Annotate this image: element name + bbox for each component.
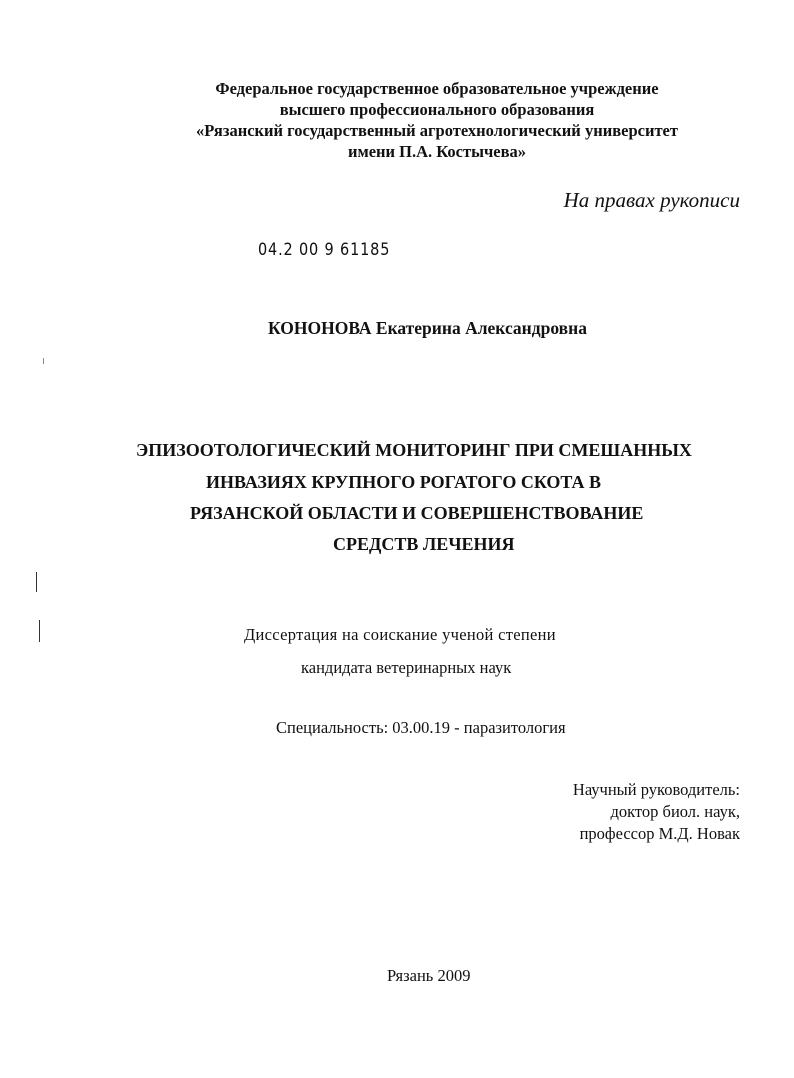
supervisor-line: профессор М.Д. Новак xyxy=(579,824,740,843)
header-line: имени П.А. Костычева» xyxy=(347,142,527,161)
title-line: ЭПИЗООТОЛОГИЧЕСКИЙ МОНИТОРИНГ ПРИ СМЕШАННЫХ xyxy=(136,440,692,460)
title-line: СРЕДСТВ ЛЕЧЕНИЯ xyxy=(333,534,515,554)
author-name: КОНОНОВА Екатерина Александровна xyxy=(268,318,587,338)
manuscript-note: На правах рукописи xyxy=(563,188,740,212)
header-line: высшего профессионального образования xyxy=(279,100,595,119)
supervisor-line: Научный руководитель: xyxy=(572,780,740,799)
degree-line: кандидата ветеринарных наук xyxy=(301,658,512,677)
scan-artifact xyxy=(36,572,37,592)
scan-artifact xyxy=(43,358,44,364)
scan-artifact xyxy=(39,620,40,642)
title-line: РЯЗАНСКОЙ ОБЛАСТИ И СОВЕРШЕНСТВОВАНИЕ xyxy=(190,503,644,523)
supervisor-block xyxy=(573,779,740,845)
specialty: Специальность: 03.00.19 - паразитология xyxy=(276,718,566,737)
place-year: Рязань 2009 xyxy=(387,966,471,985)
institution-header xyxy=(40,78,794,162)
supervisor-line: доктор биол. наук, xyxy=(610,802,740,821)
header-line: Федеральное государственное образовательное учреждение xyxy=(215,79,659,98)
title-line: ИНВАЗИЯХ КРУПНОГО РОГАТОГО СКОТА В xyxy=(206,472,602,492)
catalog-number: 04.2 00 9 61185 xyxy=(258,240,391,260)
header-line: «Рязанский государственный агротехнологический университет xyxy=(196,121,678,140)
degree-line: Диссертация на соискание ученой степени xyxy=(244,625,556,644)
